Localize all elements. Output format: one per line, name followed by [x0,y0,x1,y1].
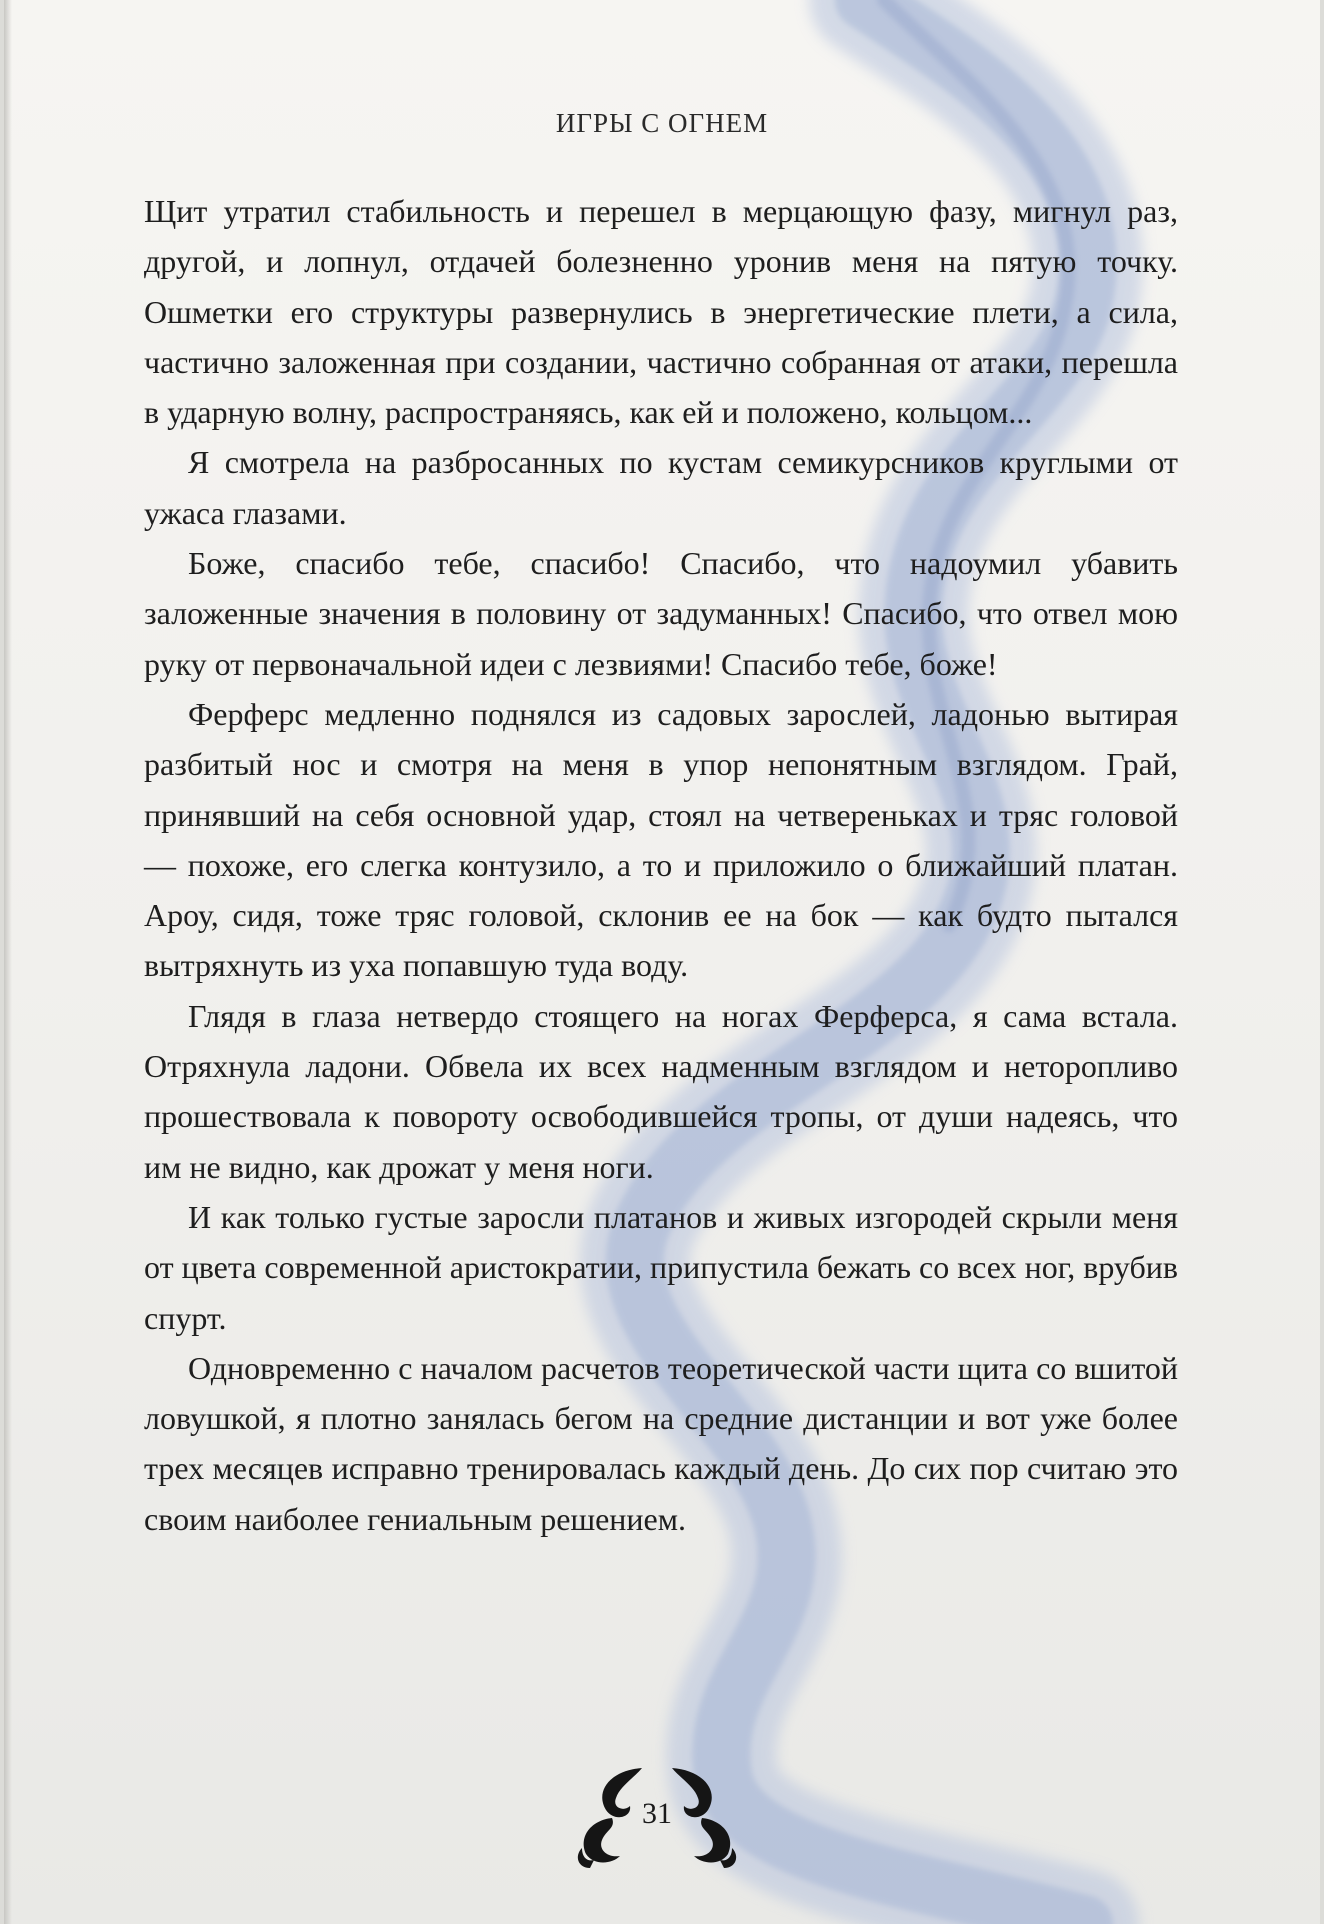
paragraph: Щит утратил стабильность и перешел в мерцающую фазу, мигнул раз, другой, и лопнул, отдачей болезненно уронив меня на пятую точку. Ошметки его структуры развернулись в энергетические плети, а сила, частично заложенная при создании, частично собранная от атаки, перешла в ударную волну, распространяясь, как ей и положено, кольцом... [144,193,1178,431]
paragraph: Одновременно с началом расчетов теоретической части щита со вшитой ловушкой, я плотно занялась бегом на средние дистанции и вот уже более трех месяцев исправно тренировалась каждый день. До сих пор считаю это своим наиболее гениальным решением. [144,1349,1178,1537]
body-text [144,186,1178,1544]
paragraph: Глядя в глаза нетвердо стоящего на ногах Ферферса, я сама встала. Отряхнула ладони. Обвела их всех надменным взглядом и неторопливо прошествовала к повороту освободившейся тропы, от души надеясь, что им не видно, как дрожат у меня ноги. [144,997,1178,1185]
paragraph: Боже, спасибо тебе, спасибо! Спасибо, что надоумил убавить заложенные значения в половину от задуманных! Спасибо, что отвел мою руку от первоначальной идеи с лезвиями! Спасибо тебе, боже! [144,545,1178,682]
running-header: ИГРЫ С ОГНЕМ [555,108,769,138]
book-page [4,0,1320,1924]
paragraph: И как только густые заросли платанов и живых изгородей скрыли меня от цвета современной аристократии, припустила бежать со всех ног, врубив спурт. [144,1198,1178,1336]
page-number: 31 [642,1797,672,1830]
paragraph: Я смотрела на разбросанных по кустам семикурсников круглыми от ужаса глазами. [144,444,1178,531]
paragraph: Ферферс медленно поднялся из садовых зарослей, ладонью вытирая разбитый нос и смотря на меня в упор непонятным взглядом. Грай, принявший на себя основной удар, стоял на четвереньках и тряс головой — похоже, его слегка контузило, а то и приложило о ближайший платан. Ароу, сидя, тоже тряс головой, склонив ее на бок — как будто пытался вытряхнуть из уха попавшую туда воду. [144,695,1178,984]
